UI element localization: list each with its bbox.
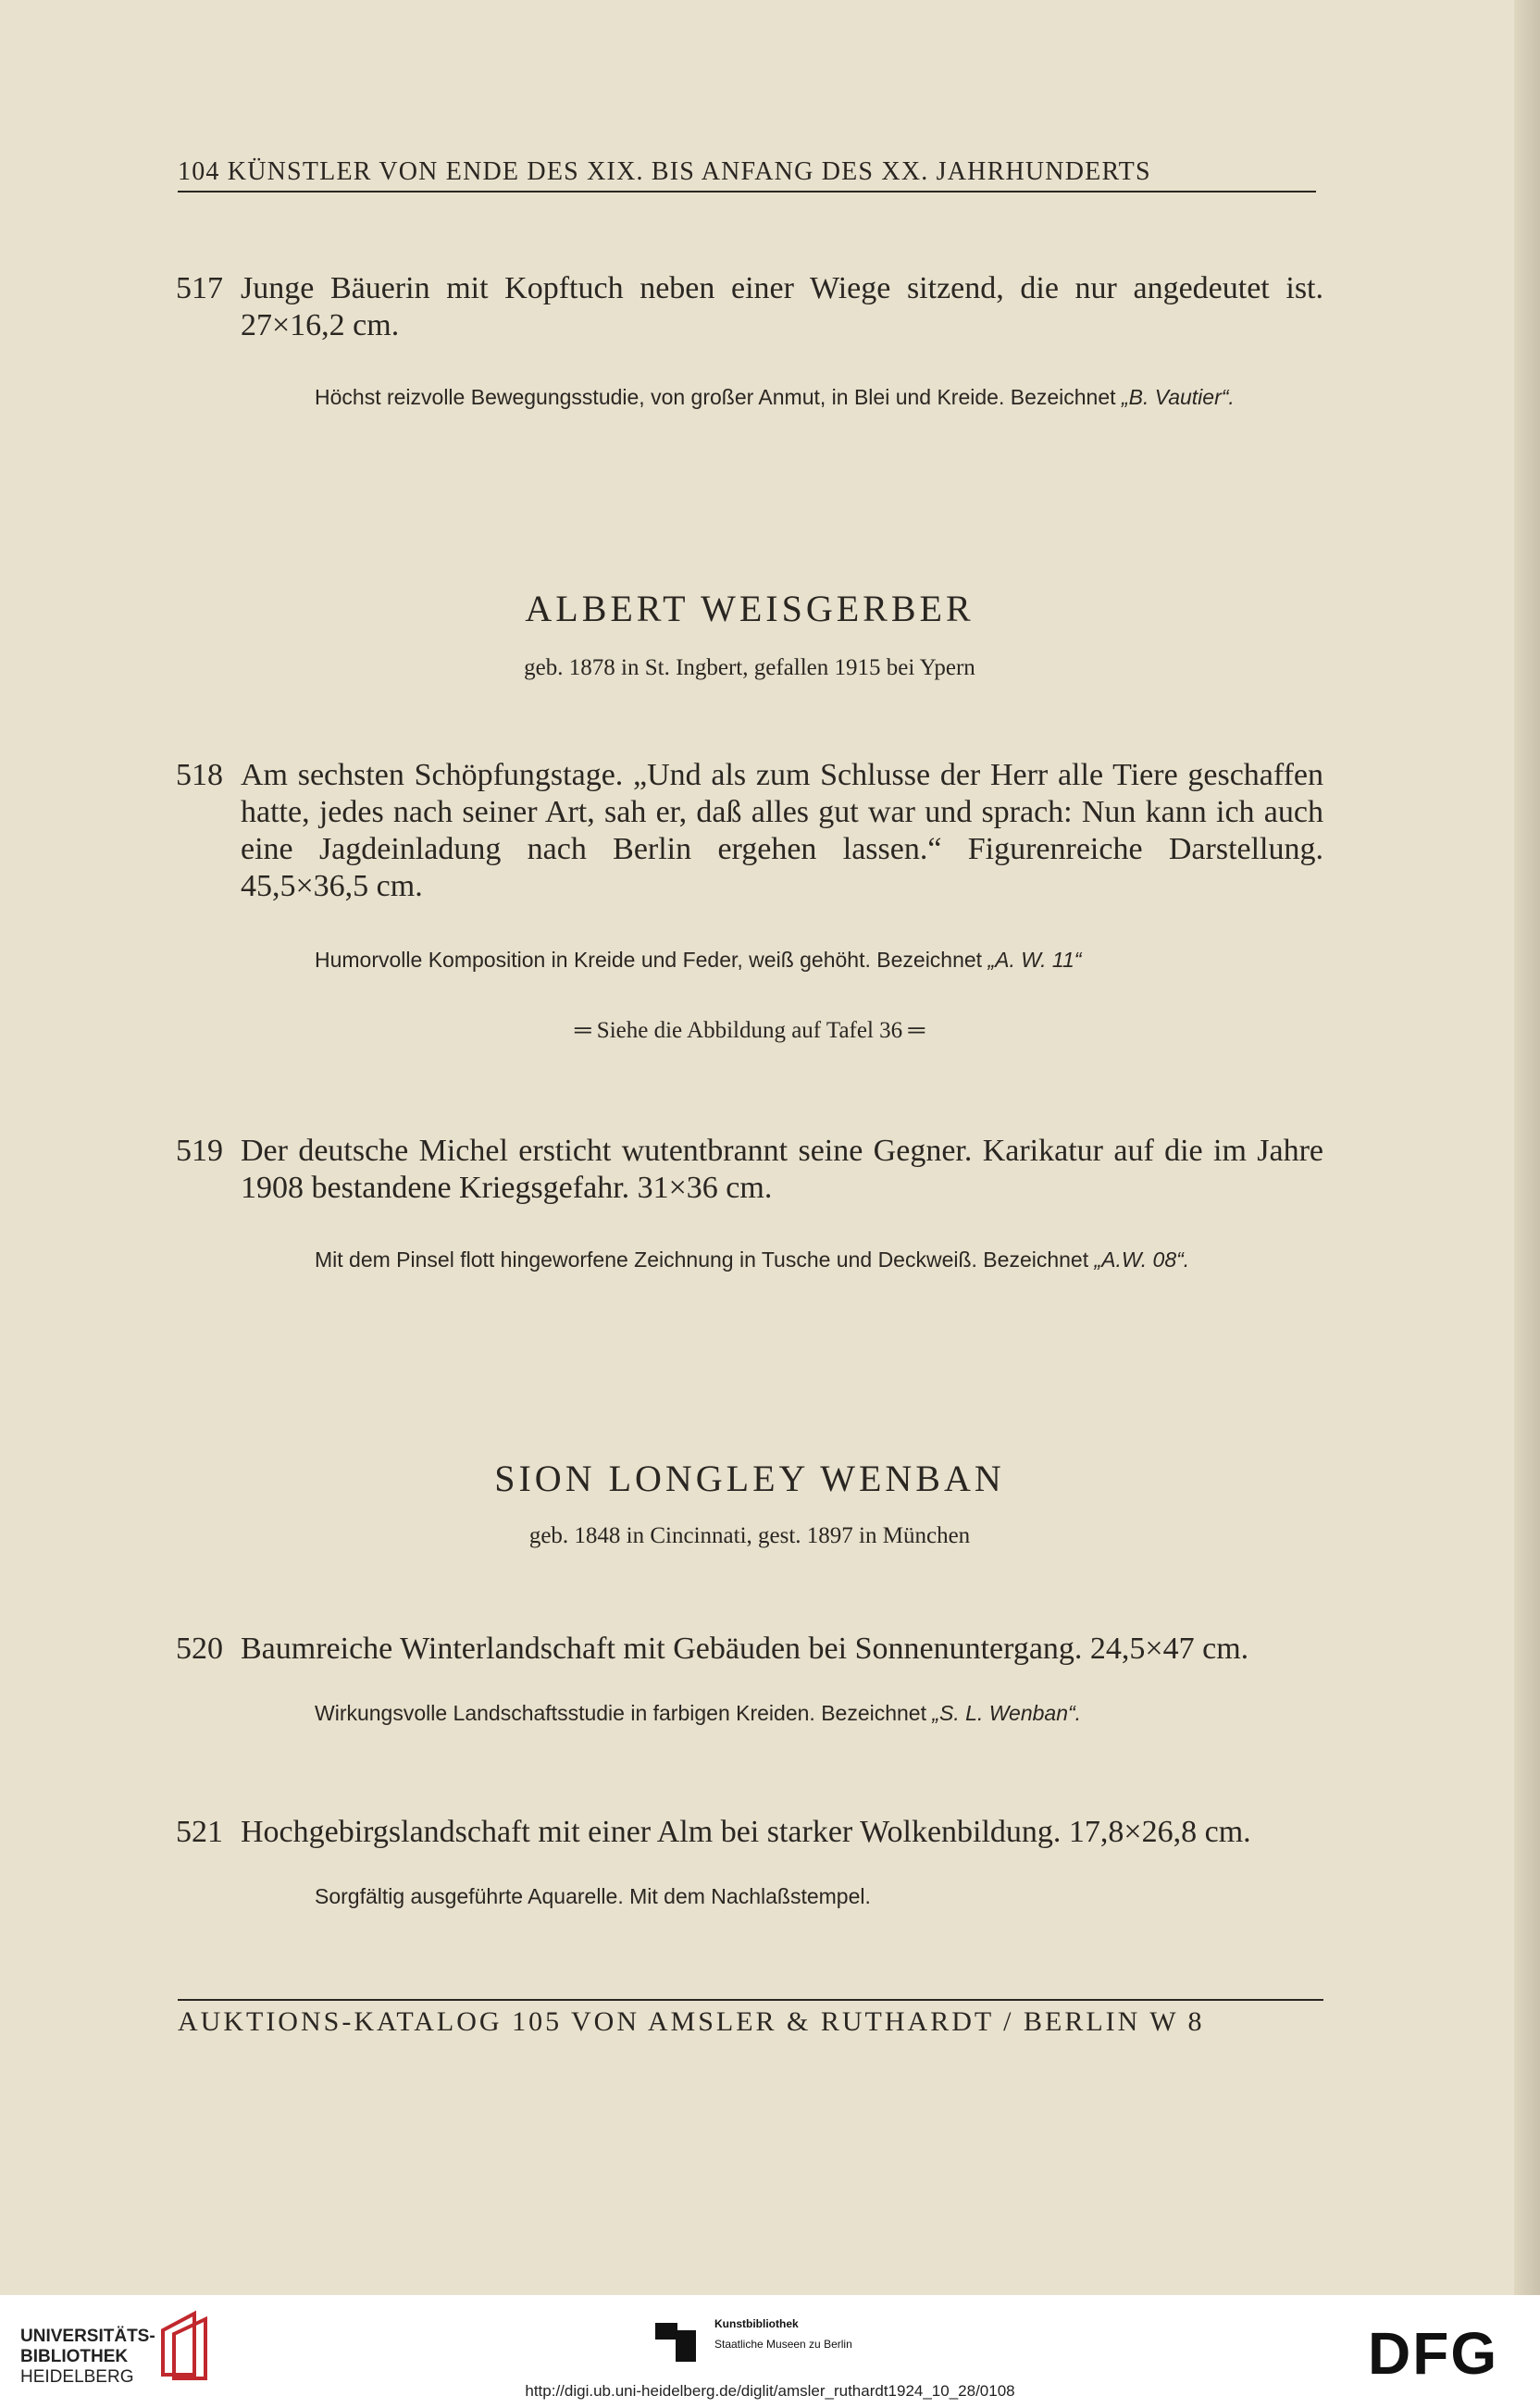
library-name-line1: UNIVERSITÄTS-	[20, 2327, 155, 2346]
entry-number: 520	[176, 1632, 223, 1666]
entry-number: 517	[176, 271, 223, 305]
note-text: Sorgfältig ausgeführte Aquarelle. Mit dem Nachlaßstempel.	[315, 1884, 871, 1908]
entry-number: 518	[176, 758, 223, 792]
permalink-url[interactable]: http://digi.ub.uni-heidelberg.de/diglit/amsler_ruthardt1924_10_28/0108	[525, 2382, 1015, 2400]
library-name-line2: BIBLIOTHEK	[20, 2347, 129, 2366]
entry-note-518	[315, 942, 1322, 977]
running-head: 104 KÜNSTLER VON ENDE DES XIX. BIS ANFANG DES XX. JAHRHUNDERTS	[178, 157, 1316, 192]
artist-heading-weisgerber: ALBERT WEISGERBER	[525, 588, 975, 629]
kunstbibliothek-credit	[714, 2314, 852, 2354]
entry-text: Am sechsten Schöpfungstage. „Und als zum Schlusse der Herr alle Tiere geschaffen hatte, jedes nach seiner Art, sah er, daß alles gut war und sprach: Nun kann ich auch eine Jagdeinladung nach Berlin ergehen lassen.“ Figurenreiche Darstellung. 45,5×36,5 cm.	[241, 758, 1323, 903]
signature: „A. W. 11“	[987, 948, 1082, 972]
signature: „S. L. Wenban“.	[932, 1701, 1082, 1725]
entry-text: Junge Bäuerin mit Kopftuch neben einer Wiege sitzend, die nur angedeutet ist. 27×16,2 cm.	[241, 271, 1323, 342]
catalog-entry-517	[176, 270, 1323, 344]
kb-title: Kunstbibliothek	[714, 2317, 799, 2330]
note-text: Wirkungsvolle Landschaftsstudie in farbigen Kreiden. Bezeichnet	[315, 1701, 926, 1725]
signature: „A.W. 08“.	[1094, 1247, 1190, 1272]
catalog-entry-521	[176, 1814, 1323, 1851]
entry-number: 521	[176, 1815, 223, 1849]
entry-text: Hochgebirgslandschaft mit einer Alm bei starker Wolkenbildung. 17,8×26,8 cm.	[241, 1815, 1251, 1849]
signature: „B. Vautier“.	[1121, 385, 1235, 409]
entry-note-520	[315, 1695, 1322, 1731]
artist-life-wenban: geb. 1848 in Cincinnati, gest. 1897 in München	[528, 1523, 971, 1548]
entry-text: Baumreiche Winterlandschaft mit Gebäuden bei Sonnenuntergang. 24,5×47 cm.	[241, 1632, 1249, 1666]
footer-rule	[178, 1999, 1323, 2001]
library-emblem-icon	[157, 2310, 215, 2380]
artist-life-weisgerber: geb. 1878 in St. Ingbert, gefallen 1915 bei Ypern	[524, 655, 975, 680]
catalog-entry-519	[176, 1133, 1323, 1207]
note-text: Mit dem Pinsel flott hingeworfene Zeichnung in Tusche und Deckweiß. Bezeichnet	[315, 1247, 1089, 1272]
page-edge	[1514, 0, 1540, 2295]
entry-number: 519	[176, 1134, 223, 1168]
kunstbibliothek-logo-icon	[655, 2323, 703, 2362]
dfg-logo: DFG	[1368, 2320, 1499, 2387]
kb-subtitle: Staatliche Museen zu Berlin	[714, 2338, 852, 2351]
plate-reference: ═ Siehe die Abbildung auf Tafel 36 ═	[574, 1018, 925, 1043]
entry-note-521	[315, 1879, 1322, 1914]
library-name-line3: HEIDELBERG	[20, 2367, 134, 2387]
catalog-entry-518	[176, 757, 1323, 905]
catalog-footer: AUKTIONS-KATALOG 105 VON AMSLER & RUTHARDT / BERLIN W 8	[178, 2006, 1205, 2037]
entry-text: Der deutsche Michel ersticht wutentbrannt seine Gegner. Karikatur auf die im Jahre 1908 bestandene Kriegsgefahr. 31×36 cm.	[241, 1134, 1323, 1205]
university-library-logo[interactable]	[20, 2327, 155, 2388]
entry-note-519	[315, 1242, 1322, 1277]
note-text: Höchst reizvolle Bewegungsstudie, von großer Anmut, in Blei und Kreide. Bezeichnet	[315, 385, 1116, 409]
artist-heading-wenban: SION LONGLEY WENBAN	[494, 1458, 1005, 1499]
entry-note-517	[315, 379, 1322, 415]
catalog-entry-520	[176, 1631, 1323, 1668]
note-text: Humorvolle Komposition in Kreide und Feder, weiß gehöht. Bezeichnet	[315, 948, 983, 972]
